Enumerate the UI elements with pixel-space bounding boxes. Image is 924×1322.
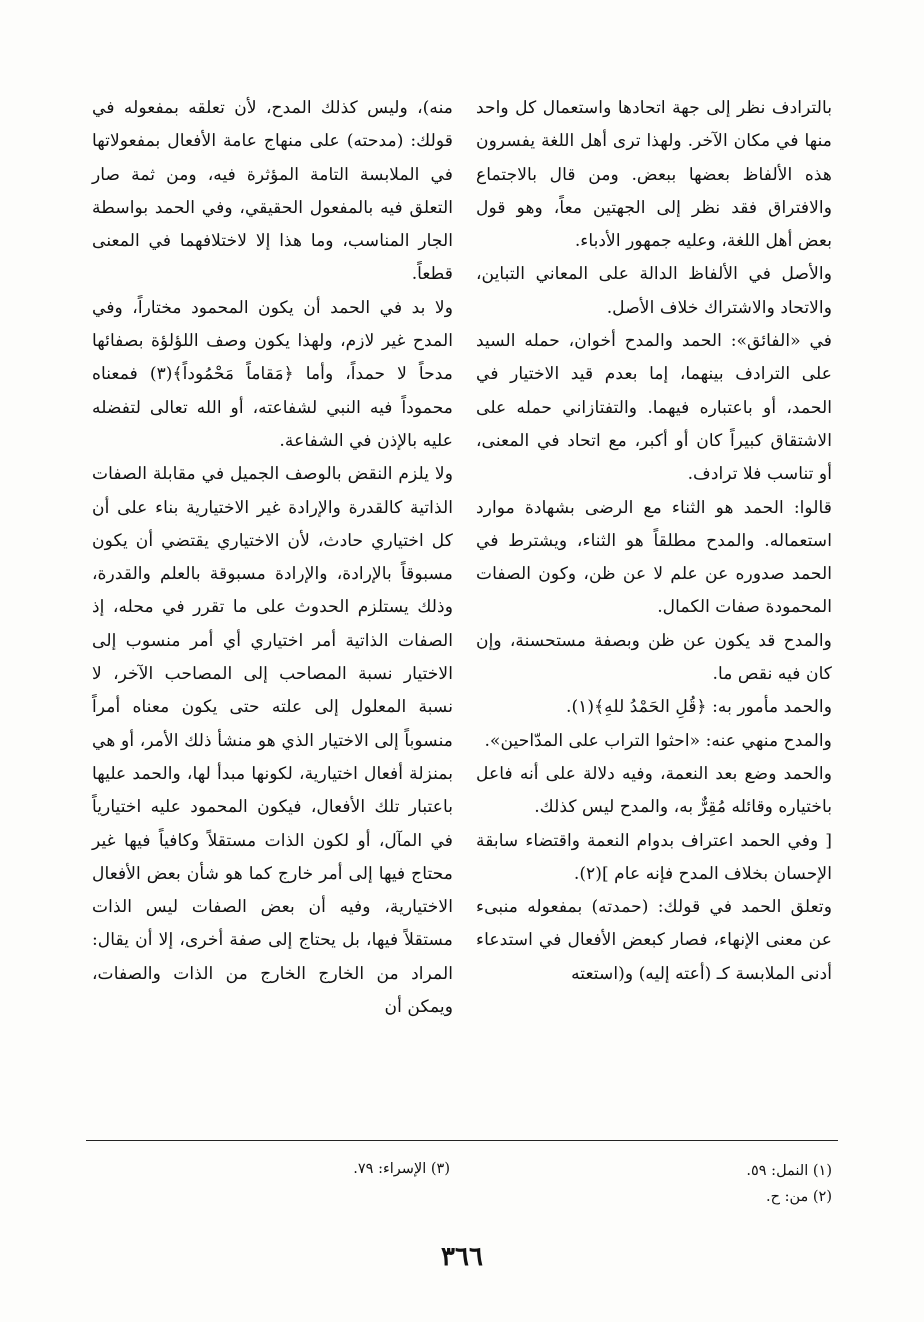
paragraph: والحمد مأمور به: ﴿قُلِ الحَمْدُ للهِ﴾(١). bbox=[566, 697, 832, 718]
paragraph: [ وفي الحمد اعتراف بدوام النعمة واقتضاء سابقة الإحسان بخلاف المدح فإنه عام ](٢). bbox=[476, 830, 832, 884]
paragraph: بالترادف نظر إلى جهة اتحادها واستعمال كل واحد منها في مكان الآخر. ولهذا ترى أهل اللغة يفسرون هذه الألفاظ بعضها ببعض. ومن قال بالاجتماع والافتراق فقد نظر إلى الجهتين معاً، وهو قول بعض أهل اللغة، وعليه جمهور الأدباء. bbox=[476, 98, 832, 252]
paragraph: منه)، وليس كذلك المدح، لأن تعلقه بمفعوله في قولك: (مدحته) على منهاج عامة الأفعال بمفعولاتها في الملابسة التامة المؤثرة فيه، ومن ثمة صار التعلق فيه بالمفعول الحقيقي، وفي الحمد بواسطة الجار المناسب، وما هذا إلا لاختلافهما في المعنى قطعاً. bbox=[92, 98, 453, 285]
paragraph: والمدح قد يكون عن ظن وبصفة مستحسنة، وإن كان فيه نقص ما. bbox=[476, 630, 832, 685]
footnote: (١) النمل: ٥٩. bbox=[746, 1163, 832, 1179]
footnote: (٢) من: ح. bbox=[765, 1189, 832, 1205]
footnote-divider bbox=[86, 1140, 838, 1141]
footnotes-left bbox=[140, 1156, 450, 1182]
paragraph: وتعلق الحمد في قولك: (حمدته) بمفعوله منبىء عن معنى الإنهاء، فصار كبعض الأفعال في استدعاء أدنى الملابسة كـ (أعته إليه) و(استعته bbox=[476, 897, 832, 984]
paragraph: والأصل في الألفاظ الدالة على المعاني التباين، والاتحاد والاشتراك خلاف الأصل. bbox=[476, 264, 832, 318]
footnote: (٣) الإسراء: ٧٩. bbox=[353, 1161, 450, 1177]
paragraph: في «الفائق»: الحمد والمدح أخوان، حمله السيد على الترادف بينهما، إما بعدم قيد الاختيار في الحمد، أو باعتباره فيهما. والتفتازاني حمله على الاشتقاق كبيراً كان أو أكبر، مع اتحاد في المعنى، أو تناسب فلا ترادف. bbox=[476, 331, 832, 485]
paragraph: قالوا: الحمد هو الثناء مع الرضى بشهادة موارد استعماله. والمدح مطلقاً هو الثناء، ويشترط في الحمد صدوره عن علم لا عن ظن، وكون الصفات المحمودة صفات الكمال. bbox=[476, 497, 832, 618]
page-number: ٣٦٦ bbox=[441, 1242, 483, 1272]
paragraph: والحمد وضع بعد النعمة، وفيه دلالة على أنه فاعل باختياره وقائله مُقِرٌّ به، والمدح ليس كذلك. bbox=[476, 763, 832, 818]
right-text-column bbox=[476, 92, 832, 991]
paragraph: ولا يلزم النقض بالوصف الجميل في مقابلة الصفات الذاتية كالقدرة والإرادة غير الاختيارية بناء على أن كل اختياري حادث، لأن الاختياري يقتضي أن يكون مسبوقاً بالإرادة، والإرادة مسبوقة بالعلم والقدرة، وذلك يستلزم الحدوث على ما تقرر في محله، إذ الصفات الذاتية أمر اختياري أي أمر منسوب إلى الاختيار نسبة المصاحب إلى المصاحب الآخر، لا نسبة المعلول إلى علته حتى يكون معناه أمراً منسوباً إلى الاختيار الذي هو منشأ ذلك الأمر، أو هي بمنزلة أفعال اختيارية، لكونها مبدأ لها، والحمد عليها باعتبار تلك الأفعال، فيكون المحمود عليه اختيارياً في المآل، أو لكون الذات مستقلاً وكافياً فيها غير محتاج فيها إلى أمر خارج كما هو شأن بعض الأفعال الاختيارية، وفيه أن بعض الصفات ليس الذات مستقلاً فيها، بل يحتاج إلى صفة أخرى، إلا أن يقال: المراد من الخارج الخارج من الذات والصفات، ويمكن أن bbox=[92, 464, 453, 1018]
footnotes-right bbox=[560, 1158, 832, 1210]
paragraph: والمدح منهي عنه: «احثوا التراب على المدّاحين». bbox=[484, 730, 832, 751]
paragraph: ولا بد في الحمد أن يكون المحمود مختاراً، وفي المدح غير لازم، ولهذا يكون وصف اللؤلؤة بصفائها مدحاً لا حمداً، وأما ﴿مَقاماً مَحْمُوداً﴾(٣) فمعناه محموداً فيه النبي لشفاعته، أو الله تعالى لتفضله عليه بالإذن في الشفاعة. bbox=[92, 297, 453, 451]
left-text-column bbox=[92, 92, 453, 1024]
